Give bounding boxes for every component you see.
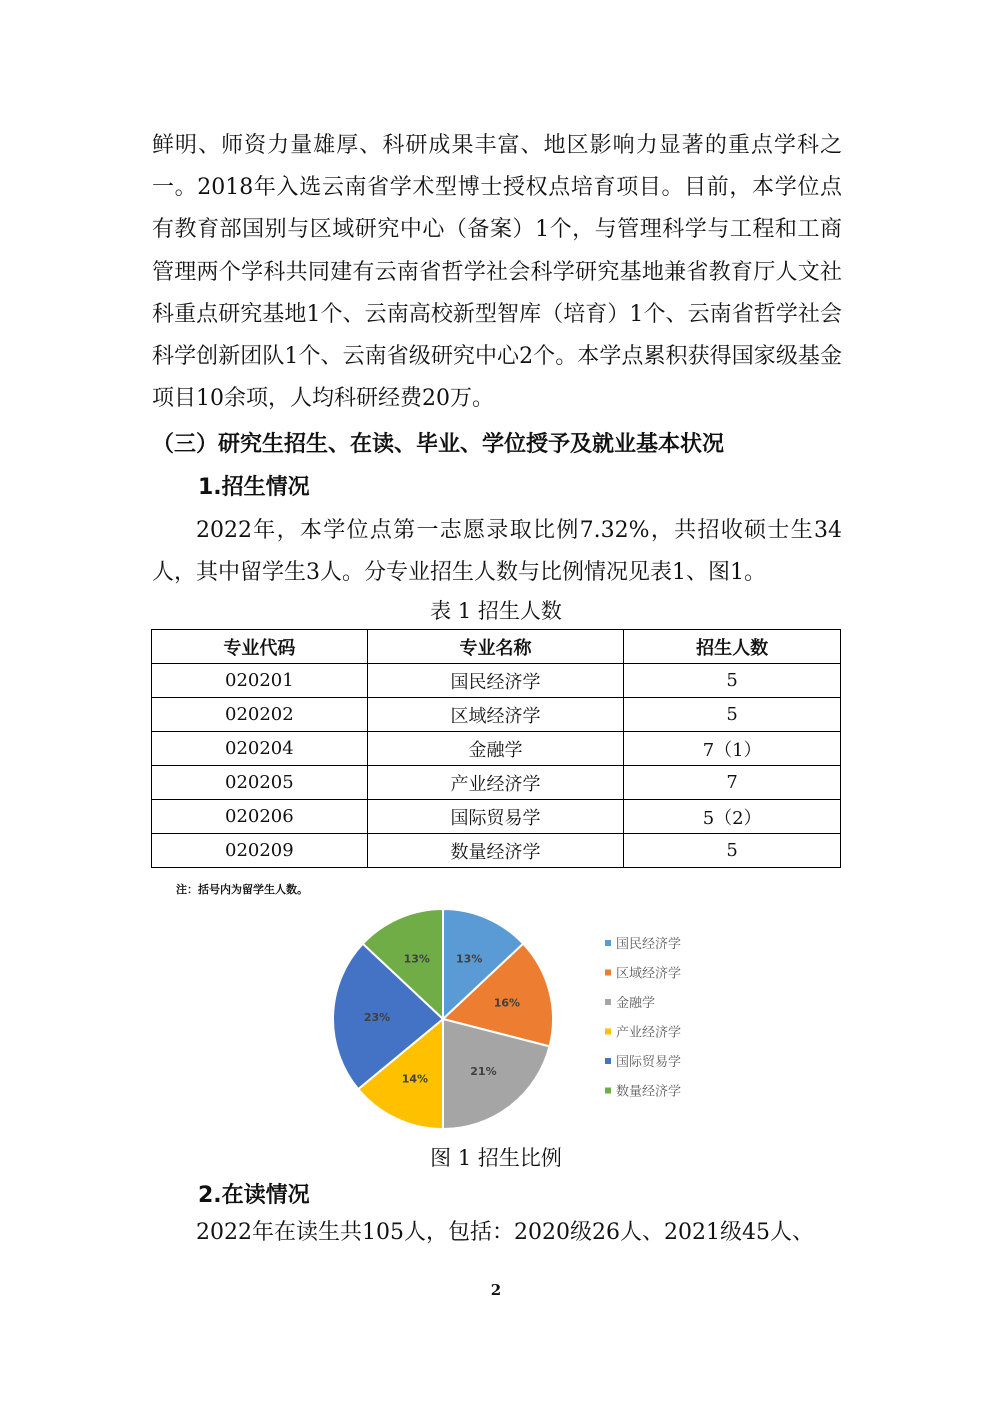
cell-name: 区域经济学 <box>367 698 624 732</box>
table-row <box>152 732 841 766</box>
header-major-code: 专业代码 <box>152 630 368 664</box>
section-heading: （三）研究生招生、在读、毕业、学位授予及就业基本状况 <box>152 432 725 457</box>
legend-label: 国际贸易学 <box>616 1055 682 1070</box>
figure-caption: 图 1 招生比例 <box>430 1146 562 1170</box>
cell-count: 5（2） <box>624 800 841 834</box>
subsection-heading-enrollment: 1.招生情况 <box>198 475 310 500</box>
cell-name: 国际贸易学 <box>367 800 624 834</box>
pie-data-label: 23% <box>363 1010 391 1024</box>
cell-name: 金融学 <box>367 732 624 766</box>
cell-count: 5 <box>624 698 841 732</box>
legend-swatch <box>605 999 611 1005</box>
cell-name: 数量经济学 <box>367 834 624 868</box>
cell-count: 7（1） <box>624 732 841 766</box>
paragraph-current-students: 2022年在读生共105人，包括：2020级26人、2021级45人、 <box>196 1220 814 1245</box>
legend-swatch <box>605 1029 611 1035</box>
legend-label: 产业经济学 <box>616 1025 682 1041</box>
cell-code: 020205 <box>152 766 368 800</box>
cell-count: 5 <box>624 834 841 868</box>
table-row <box>152 800 841 834</box>
enrollment-pie-chart <box>320 895 720 1135</box>
table-row <box>152 664 841 698</box>
page-number: 2 <box>490 1281 502 1299</box>
legend-swatch <box>605 970 611 976</box>
table-row <box>152 698 841 732</box>
pie-data-label: 21% <box>470 1065 497 1079</box>
legend-swatch <box>605 1088 611 1094</box>
cell-count: 5 <box>624 664 841 698</box>
table-row <box>152 834 841 868</box>
cell-code: 020209 <box>152 834 368 868</box>
pie-data-label: 16% <box>493 996 521 1010</box>
table-row <box>152 766 841 800</box>
header-major-name: 专业名称 <box>367 630 624 664</box>
cell-code: 020204 <box>152 732 368 766</box>
cell-code: 020202 <box>152 698 368 732</box>
cell-code: 020201 <box>152 664 368 698</box>
pie-data-label: 13% <box>403 952 430 966</box>
paragraph-intro: 鲜明、师资力量雄厚、科研成果丰富、地区影响力显著的重点学科之一。2018年入选云南省学术型博士授权点培育项目。目前，本学位点有教育部国别与区域研究中心（备案）1个，与管理科学与工程和工商管理两个学科共同建有云南省哲学社会科学研究基地兼省教育厅人文社科重点研究基地1个、云南高校新型智库（培育）1个、云南省哲学社会科学创新团队1个、云南省级研究中心2个。本学点累积获得国家级基金项目10余项，人均科研经费20万。 <box>152 133 842 412</box>
cell-name: 产业经济学 <box>367 766 624 800</box>
enrollment-table <box>151 629 841 868</box>
paragraph-enrollment: 2022年，本学位点第一志愿录取比例7.32%，共招收硕士生34人，其中留学生3人。分专业招生人数与比例情况见表1、图1。 <box>152 518 842 586</box>
cell-count: 7 <box>624 766 841 800</box>
legend-swatch <box>605 1058 611 1064</box>
header-enrollment-count: 招生人数 <box>624 630 841 664</box>
cell-name: 国民经济学 <box>367 664 624 698</box>
table-note: 注：括号内为留学生人数。 <box>176 883 308 896</box>
pie-data-label: 14% <box>401 1072 429 1086</box>
legend-label: 区域经济学 <box>616 966 682 982</box>
legend-swatch <box>605 940 611 946</box>
legend-label: 国民经济学 <box>616 937 682 952</box>
subsection-heading-current-students: 2.在读情况 <box>198 1183 310 1208</box>
table-header-row <box>152 630 841 664</box>
legend-label: 金融学 <box>616 996 656 1011</box>
legend-label: 数量经济学 <box>616 1084 682 1100</box>
pie-data-label: 13% <box>456 952 483 966</box>
table-caption: 表 1 招生人数 <box>430 599 562 623</box>
cell-code: 020206 <box>152 800 368 834</box>
